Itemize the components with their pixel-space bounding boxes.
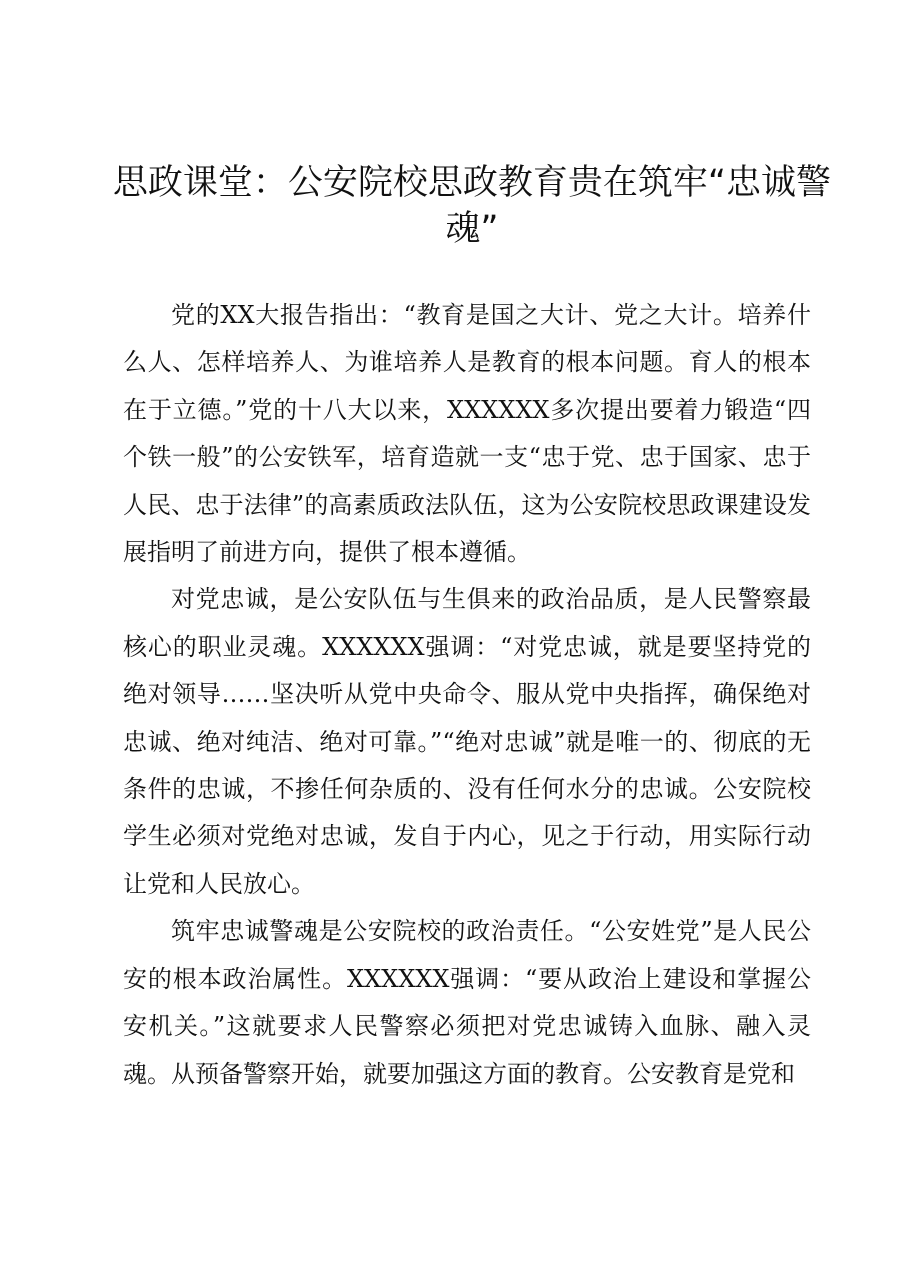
paragraph-3: 筑牢忠诚警魂是公安院校的政治责任。“公安姓党”是人民公安的根本政治属性。XXXXXX强调：“要从政治上建设和掌握公安机关。”这就要求人民警察必须把对党忠诚铸入血脉、融入灵魂。从预备警察开始，就要加强这方面的教育。公安教育是党和 (123, 917, 811, 1088)
document-title: 思政课堂：公安院校思政教育贵在筑牢“忠诚警魂” (112, 163, 832, 249)
paragraph-1: 党的XX大报告指出：“教育是国之大计、党之大计。培养什么人、怎样培养人、为谁培养人是教育的根本问题。育人的根本在于立德。”党的十八大以来，XXXXXX多次提出要着力锻造“四个铁一般”的公安铁军，培育造就一支“忠于党、忠于国家、忠于人民、忠于法律”的高素质政法队伍，这为公安院校思政课建设发展指明了前进方向，提供了根本遵循。 (123, 301, 811, 567)
document-body (123, 292, 811, 1098)
paragraph-2: 对党忠诚，是公安队伍与生俱来的政治品质，是人民警察最核心的职业灵魂。XXXXXX强调：“对党忠诚，就是要坚持党的绝对领导……坚决听从党中央命令、服从党中央指挥，确保绝对忠诚、绝对纯洁、绝对可靠。”“绝对忠诚”就是唯一的、彻底的无条件的忠诚，不掺任何杂质的、没有任何水分的忠诚。公安院校学生必须对党绝对忠诚，发自于内心，见之于行动，用实际行动让党和人民放心。 (123, 585, 811, 898)
